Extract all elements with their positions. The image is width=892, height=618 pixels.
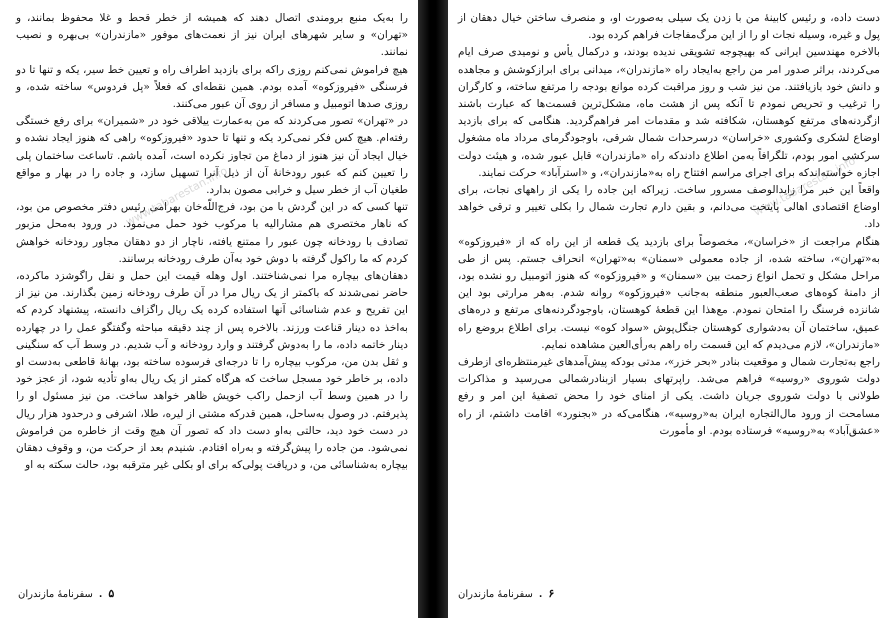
right-paragraph-1: دست داده، و رئیس کابینهٔ من با زدن یک سیلی به‌صورت او، و منصرف ساختن خیال دهقان از پول و غیره، وسیله نجات او را از این مرگ‌مفاجات فراهم کرده بود. bbox=[458, 12, 880, 42]
right-page-number: ۶ bbox=[548, 587, 555, 600]
left-page-footer bbox=[18, 587, 114, 600]
right-paragraph-2: بالاخره مهندسین ایرانی که بهیچوجه تشویقی ندیده بودند، و درکمال یأس و نومیدی صرف ایام می‌کردند، براثر صدور امر من راجع به‌ایجاد راه «مازندران»، میدانی برای ابرازکوشش و مجاهده و دانش خود بازیافتند. من نیز شب و روز مراقبت کرده موانع بودجه را مرتفع ساخته، و کارگران را ترغیب و تحریص نمودم تا آنکه پس از هشت ماه، مشکل‌ترین قسمت‌ها که عبارت باشند ازگردنه‌های مرتفع کوهستان، شکافته شد و مقدمات امر فراهم‌گردید. هنگامی که برای بازدید اوضاع لشکری وکشوری «خراسان» درسرحدات شمال شرقی، باوجودگرمای مرداد ماه مشغول سرکشی امور بودم، تلگرافاً به‌من اطلاع دادندکه راه «مازندران» قابل عبور شده، و هیئت دولت اجازه خواسته‌اندکه برای اجرای مراسم افتتاح راه به‌«مازندران»، و «استرآباد» حرکت نمایند. bbox=[458, 46, 880, 179]
watermark-left: www.tabarestan.info bbox=[123, 164, 230, 229]
right-paragraph-4: هنگام مراجعت از «خراسان»، مخصوصاً برای بازدید یک قطعه از این راه که از «فیروزکوه» به‌«تهران»، ساخته شده، از جاده معمولی «سمنان» به‌«تهران» انحراف جستم. پس از طی مراحل مشکل و تحمل انواع زحمت بین «سمنان» و «فیروزکوه» که هنوز اتومبیل رو نشده بود، از دامنهٔ کوه‌های صعب‌العبور منطقه به‌جانب «فیروزکوه» روانه شدم. به‌هر مرارتی بود این شانزده فرسنگ را امتحان نمودم. مع‌هذا این قطعهٔ کوهستان، باوجودگردنه‌های مرتفع و دره‌های عمیق، ساختمان آن به‌دشواری کوهستان جنگل‌پوش «سواد کوه» نیست. برای اطلاع بروضع راه «مازندران»، لازم می‌دیدم که این قسمت راه راهم به‌رأی‌العین مشاهده نمایم. bbox=[458, 235, 880, 351]
right-page-body bbox=[458, 10, 880, 440]
right-page bbox=[448, 0, 892, 618]
book-spine-gutter bbox=[418, 0, 448, 618]
left-page-body bbox=[16, 10, 408, 474]
footer-separator: . bbox=[538, 589, 543, 600]
left-page bbox=[0, 0, 418, 618]
left-paragraph-5: دهقان‌های بیچاره مرا نمی‌شناختند. اول وهله قیمت این حمل و نقل راگوشزد ماکرده، حاضر نمی‌شدند که باکمتر از یک ریال مرا در آن طرف رودخانه زمین بگذارند. من نیز از این تفریح و عدم شناسائی آنها استفاده کرده یک ریال راگزاف دانسته، پیشنهاد کردم که به‌اخذ ده دینار قناعت ورزند. بالاخره پس از چند دقیقه مباحثه وگفتگو عمل را در چهارده دینار خاتمه داده، ما را به‌دوش گرفتند و وارد رودخانه و آب شدیم. در وسط آب که سنگینی و ثقل بدن من، مرکوب بیچاره را تا درجه‌ای فرسوده ساخته بود، بهانهٔ قاطعی به‌دست او داده، بر خاطر خود مسجل ساخت که هرگاه کمتر از یک ریال به‌او تأدیه شود، از عجز خود را در همین وسط آب ازحمل راکب خویش ظاهر خواهد ساخت. من نیز مسئول او را پذیرفتم. در وصول به‌ساحل، همین قدرکه مشتی از لیره، طلا، اشرفی و درحدود هزار ریال در دست خود دید، حالتی به‌او دست داد که تصور آن هیچ وقت از خاطره من فراموش نمی‌شود. من جاده را پیش‌گرفته و به‌راه افتادم. شنیدم بعد از حرکت من، و وقوف دهقان بیچاره به‌شناسائی من، و دریافت پولی‌که برای او بکلی غیر مترقبه بود، حالت سکته به او bbox=[16, 270, 408, 472]
left-paragraph-2: هیچ فراموش نمی‌کنم روزی راکه برای بازدید اطراف راه و تعیین خط سیر، یکه و تنها تا دو فرسنگی «فیروزکوه» آمده بودم. همین نقطه‌ای که فعلاً «پل فردوس» ساخته شده، و روزی صدها اتومبیل و مسافر از روی آن عبور می‌کنند. bbox=[16, 63, 408, 111]
left-running-title: سفرنامهٔ مازندران bbox=[18, 589, 93, 600]
right-paragraph-3: واقعاً این خبر مرا زایدالوصف مسرور ساخت. زیرا‌که این جاده را یکی از راههای نجات، برای اوضاع اقتصادی اهالی پایتخت می‌دانم، و بقین دارم تجارت شمال را بکلی تغییر و ترقی خواهد داد. bbox=[458, 184, 880, 231]
left-paragraph-1: را به‌یک منبع برومندی اتصال دهند که همیشه از خطر قحط و غلا محفوظ بمانند، و «تهران» و سایر شهرهای ایران نیز از نعمت‌های موفور «مازندران» بی‌بهره و نصیب نمانند. bbox=[16, 12, 408, 59]
left-paragraph-3: در «تهران» تصور می‌کردند که من به‌عمارت ییلاقی خود در «شمیران» برای رفع خستگی رفته‌ام. هیچ کس فکر نمی‌کرد یکه و تنها تا حدود «فیروزکوه» راهی که هنوز ایجاد نشده و خیال ایجاد آن نیز هنوز از دماغ من تجاوز نکرده است، آمده باشم. تاساعت ساختمان پلی را تعیین کنم که عبور رودخانهٔ آن از ذیل آنرا تسهیل سازد، و جاده را در بهار و مواقع طغیان آب از خطر سیل و خرابی مصون بدارد. bbox=[16, 115, 408, 197]
right-page-footer bbox=[458, 587, 554, 600]
right-running-title: سفرنامهٔ مازندران bbox=[458, 589, 533, 600]
footer-separator: . bbox=[98, 589, 103, 600]
watermark-right: www.tabarestan.info bbox=[751, 154, 858, 219]
left-page-number: ۵ bbox=[108, 587, 115, 600]
right-paragraph-5: راجع به‌تجارت شمال و موقعیت بنادر «بحر خزر»، مدتی بودکه پیش‌آمدهای غیرمنتظره‌ای ازطرف دولت شوروی «روسیه» فراهم می‌شد. راپرتهای بسیار ازبنادرشمالی می‌رسید و مذاکرات طولانی با دولت شوروی جریان داشت. یکی از امنای خود را محض تصفیهٔ این امر و رفع مسامحت از ورود مال‌التجاره ایران به‌«روسیه»، هنگامی‌که در «بجنورد» اقامت داشتم، از راه «عشق‌آباد» به‌«روسیه» فرستاده بودم. او مأمورت bbox=[458, 356, 880, 437]
left-paragraph-4: تنها کسی که در این گردش با من بود، فرج‌اللّه‌خان بهرامی رئیس دفتر مخصوص من بود، که ناهار مختصری هم مشارالیه با مرکوب خود حمل می‌نمود. در ورود به‌محل مزبور تصادف با رودخانه چون عبور را ممتنع یافته، ناچار از دو دهقان مجاور رودخانه خواهش کردم که ما راکول گرفته با دوش خود به‌آن طرف رودخانه برسانند. bbox=[16, 201, 408, 265]
